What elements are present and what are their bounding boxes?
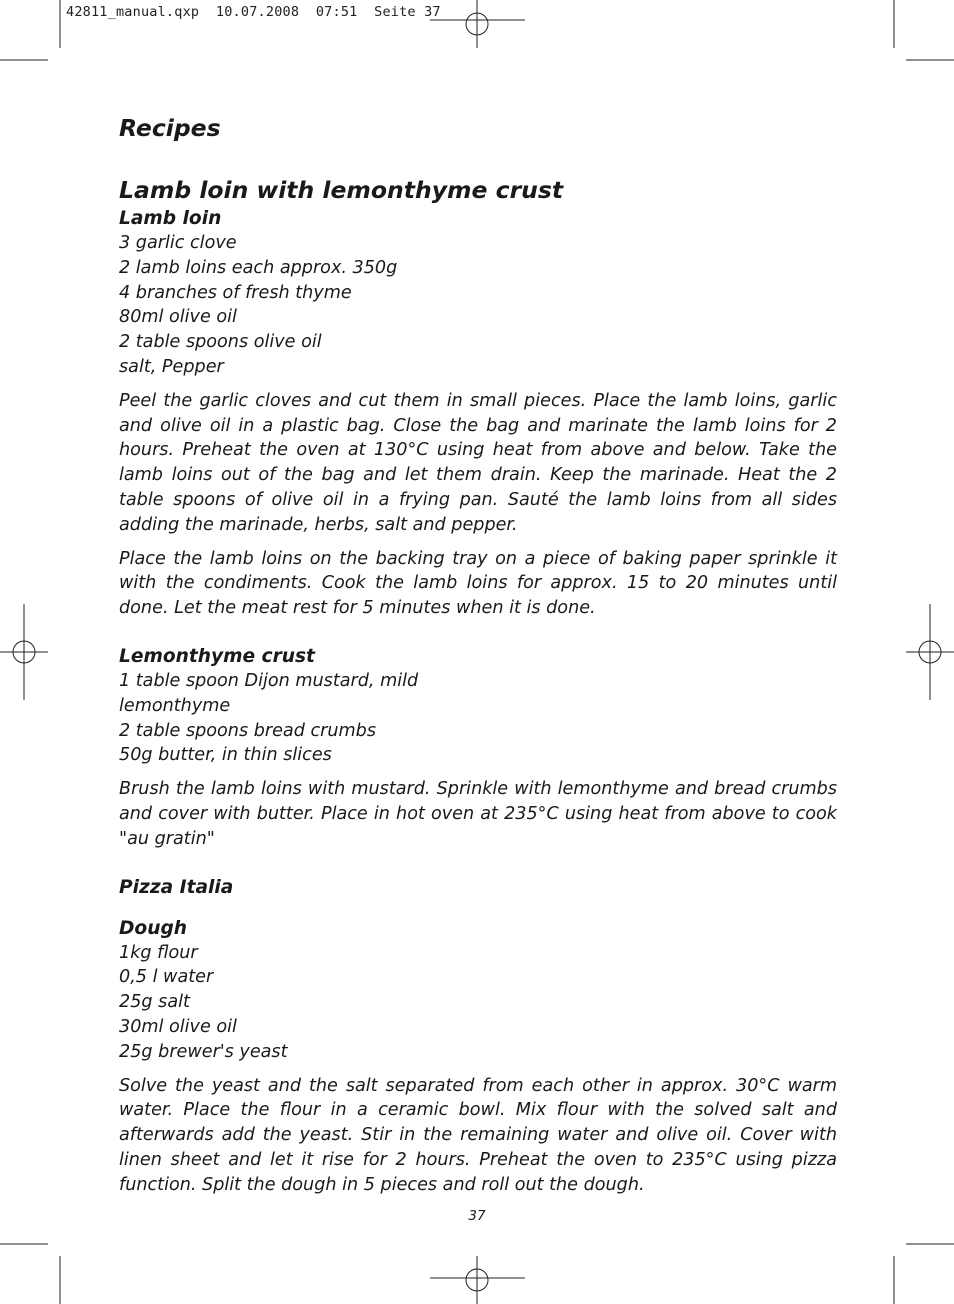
- ingredient-item: 0,5 l water: [119, 967, 214, 988]
- ingredient-item: 30ml olive oil: [119, 1016, 237, 1037]
- ingredient-item: 25g salt: [119, 992, 190, 1013]
- ingredient-item: 2 table spoons bread crumbs: [119, 720, 377, 741]
- section-title: Recipes: [119, 114, 221, 142]
- print-slug: 42811_manual.qxp 10.07.2008 07:51 Seite 37: [66, 4, 441, 20]
- ingredient-item: 2 table spoons olive oil: [119, 332, 322, 353]
- ingredient-item: 1kg flour: [119, 942, 198, 963]
- registration-mark-bottom: [430, 1256, 525, 1304]
- ingredient-item: lemonthyme: [119, 695, 231, 716]
- recipe-title-lamb: Lamb loin with lemonthyme crust: [119, 176, 564, 204]
- ingredient-list-dough: [119, 941, 837, 1065]
- subheading-lamb-loin: Lamb loin: [119, 208, 222, 229]
- ingredient-item: 25g brewer's yeast: [119, 1041, 288, 1062]
- registration-mark-top: [430, 0, 525, 48]
- ingredient-item: salt, Pepper: [119, 356, 224, 377]
- registration-mark-left: [0, 604, 48, 700]
- instructions-paragraph: Brush the lamb loins with mustard. Sprinkle with lemonthyme and bread crumbs and cover with butter. Place in hot oven at 235°C using heat from above to cook "au gratin": [119, 779, 837, 849]
- ingredient-item: 3 garlic clove: [119, 233, 237, 253]
- ingredient-item: 4 branches of fresh thyme: [119, 282, 352, 303]
- subheading-dough: Dough: [119, 917, 187, 939]
- page-content: [119, 112, 837, 1198]
- ingredient-item: 1 table spoon Dijon mustard, mild: [119, 670, 419, 691]
- ingredient-item: 50g butter, in thin slices: [119, 745, 332, 766]
- instructions-paragraph: Solve the yeast and the salt separated from each other in approx. 30°C warm water. Place the flour in a ceramic bowl. Mix flour with the solved salt and afterwards add the yeast. Stir in the remaining water and olive oil. Cover with linen sheet and let it rise for 2 hours. Preheat the oven to 235°C using pizza function. Split the dough in 5 pieces and roll out the dough.: [119, 1075, 837, 1195]
- instructions-paragraph: Place the lamb loins on the backing tray on a piece of baking paper sprinkle it with the condiments. Cook the lamb loins for approx. 15 to 20 minutes until done. Let the meat rest for 5 minutes when it is done.: [119, 548, 837, 619]
- ingredient-list-lamb-loin: [119, 231, 837, 380]
- ingredient-list-lemonthyme-crust: [119, 669, 837, 768]
- instructions-paragraph: Peel the garlic cloves and cut them in small pieces. Place the lamb loins, garlic and olive oil in a plastic bag. Close the bag and marinate the lamb loins for 2 hours. Preheat the oven at 130°C using heat from above and below. Take the lamb loins out of the bag and let them drain. Keep the marinade. Heat the 2 table spoons of olive oil in a frying pan. Sauté the lamb loins from all sides adding the marinade, herbs, salt and pepper.: [119, 390, 837, 535]
- recipe-title-pizza: Pizza Italia: [119, 876, 234, 898]
- ingredient-item: 2 lamb loins each approx. 350g: [119, 257, 398, 278]
- ingredient-item: 80ml olive oil: [119, 307, 237, 328]
- registration-mark-right: [906, 604, 954, 700]
- page-number: 37: [468, 1208, 486, 1224]
- subheading-lemonthyme-crust: Lemonthyme crust: [119, 645, 315, 667]
